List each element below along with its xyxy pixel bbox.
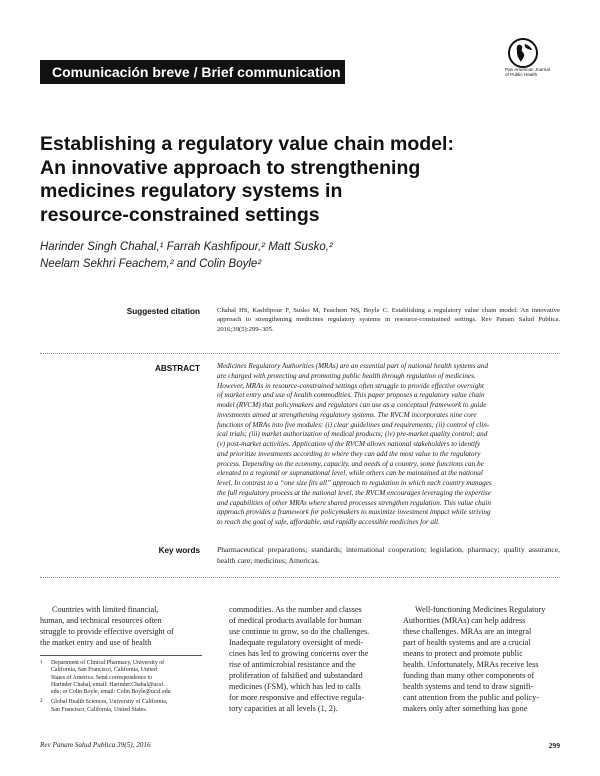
footnote: [40, 699, 202, 714]
abstract-label: ABSTRACT: [154, 364, 200, 373]
footnote: [40, 660, 202, 696]
abstract-line: and capabilities of other MRAs where shared processes strengthen regulation. This value chain: [217, 498, 491, 507]
abstract-line: of market entry and use of health commodities. This paper proposes a regulatory value chain: [217, 391, 485, 400]
body-line: Well-functioning Medicines Regulatory: [415, 605, 546, 614]
body-line: human, and technical resources often: [40, 615, 162, 625]
author-line: Neelam Sekhri Feachem,² and Colin Boyle²: [40, 258, 262, 270]
body-line: tory capacities at all levels (1, 2).: [229, 703, 338, 713]
abstract-line: Medicines Regulatory Authorities (MRAs) are an essential part of national health systems and: [217, 362, 489, 370]
journal-reference: Rev Panam Salud Publica 39(5), 2016: [40, 741, 151, 749]
article-title: [40, 133, 510, 227]
citation-text: Chahal HS, Kashfipour F, Susko M, Feachem NS, Boyle C. Establishing a regulatory value chain model: An innovative approach to strengthening medicines regulatory systems in resource-constrained settings. Rev Panam Salud Publica. 2016;39(5):299–305.: [217, 307, 560, 333]
keywords-text: Pharmaceutical preparations; standards; international cooperation; legislation, pharmacy; quality assurance, health care; medicines; Americas.: [217, 545, 560, 565]
body-line: cines has led to growing concerns over the: [229, 648, 369, 658]
footnote-divider: [40, 655, 202, 656]
body-line: Authorities (MRAs) can help address: [403, 615, 526, 625]
globe-logo-icon: [508, 38, 538, 68]
body-line: the market entry and use of health: [40, 637, 152, 647]
footnote-number: 2: [40, 699, 43, 705]
abstract-line: approach provides a framework for policymakers to maximize investment impact while striving: [217, 508, 491, 517]
abstract-line: functions of MRAs into five modules: (i) clear guidelines and requirements; (ii) control of clin-: [217, 420, 490, 429]
body-line: cant attention from the public and policy-: [403, 692, 539, 702]
keywords-label: Key words: [158, 546, 200, 555]
body-line: struggle to provide effective oversight of: [40, 626, 174, 636]
abstract-line: (v) post-market activities. Application of the RVCM allows national stakeholders to identify: [217, 440, 481, 448]
abstract-text: [217, 362, 560, 528]
section-divider: [40, 353, 560, 354]
body-line: health systems and tend to draw signifi-: [403, 681, 534, 691]
footnote-line: Department of Clinical Pharmacy, University of: [51, 660, 165, 666]
journal-name-line: of Public Health: [505, 72, 538, 78]
body-line: proliferation of falsified and substandard: [229, 670, 363, 680]
author-list: [40, 239, 510, 273]
footnotes: [40, 660, 202, 717]
abstract-line: elevated to a regional or supranational level, while others can be maintained at the national: [217, 469, 483, 478]
body-line: Countries with limited financial,: [52, 605, 159, 614]
body-line: part of health systems and are a crucial: [403, 637, 531, 647]
footnote-number: 1: [40, 660, 43, 665]
body-column-2: [229, 605, 384, 715]
body-line: of medical products available for human: [229, 615, 362, 625]
body-line: commodities. As the number and classes: [229, 605, 362, 614]
title-line: Establishing a regulatory value chain model:: [40, 133, 454, 155]
footnote-line: Harinder Chahal, email: Harinder.Chahal@ucsf.: [51, 681, 165, 688]
journal-name-line: Pan American Journal: [505, 67, 550, 72]
abstract-line: are charged with protecting and promoting public health through regulation of medicines.: [217, 371, 476, 380]
body-line: for more responsive and effective regula-: [229, 692, 365, 702]
section-divider: [40, 577, 560, 578]
body-line: medicines (FSM), which has led to calls: [229, 681, 361, 691]
footnote-line: California, San Francisco, California, United: [51, 667, 157, 674]
footnote-line: San Francisco, California, United States.: [51, 706, 148, 713]
abstract-line: the full regulatory process at the national level, the RVCM encourages leveraging the expertise: [217, 488, 491, 497]
title-line: resource-constrained settings: [40, 203, 320, 226]
body-column-3: [403, 605, 561, 715]
author-line: Harinder Singh Chahal,¹ Farrah Kashfipour,² Matt Susko,²: [40, 241, 333, 253]
abstract-line: investments aimed at strengthening regulatory systems. The RVCM incorporates nine core: [217, 410, 477, 419]
section-label: Comunicación breve / Brief communication: [52, 64, 341, 80]
citation-label: Suggested citation: [126, 307, 200, 316]
body-line: these challenges. MRAs are an integral: [403, 626, 532, 636]
body-line: use continue to grow, so do the challenges.: [229, 626, 370, 636]
journal-name: [505, 67, 561, 78]
body-line: Inadequate regulatory oversight of medi-: [229, 637, 364, 647]
abstract-line: and prioritize investments according to where they can add the most value to the regulatory: [217, 449, 481, 458]
abstract-line: to reach the goal of safe, affordable, and rapidly accessible medicines for all.: [217, 518, 440, 526]
abstract-line: ical trials; (iii) market authorization of medical products; (iv) pre-market quality control; and: [217, 430, 488, 439]
body-column-1: [40, 605, 200, 649]
abstract-line: However, MRAs in resource-constrained settings often struggle to provide effective oversight: [217, 381, 484, 390]
body-line: funding than many other components of: [403, 670, 535, 680]
title-line: An innovative approach to strengthening: [40, 156, 421, 179]
footnote-line: States of America. Send correspondence to: [51, 674, 153, 681]
footnote-line: Global Health Sciences, University of California,: [51, 699, 168, 706]
title-line: medicines regulatory systems in: [40, 180, 343, 202]
section-banner: [40, 60, 345, 84]
footnote-line: edu; or Colin Boyle, email: Colin.Boyle@ucsf.edu: [51, 689, 171, 695]
body-line: makers only after something has gone: [403, 703, 528, 713]
body-line: rise of antimicrobial resistance and the: [229, 659, 356, 669]
body-line: health. Unfortunately, MRAs receive less: [403, 659, 539, 669]
abstract-line: model (RVCM) that policymakers and regulators can use as a conceptual framework to guide: [217, 401, 487, 409]
abstract-line: level. In contrast to a “one size fits all” approach to regulation in which each country manages: [217, 479, 492, 487]
abstract-line: process. Depending on the economy, capacity, and needs of a country, some functions can be: [217, 459, 484, 468]
page-number: 299: [548, 741, 560, 750]
body-line: means to protect and promote public: [403, 648, 523, 658]
